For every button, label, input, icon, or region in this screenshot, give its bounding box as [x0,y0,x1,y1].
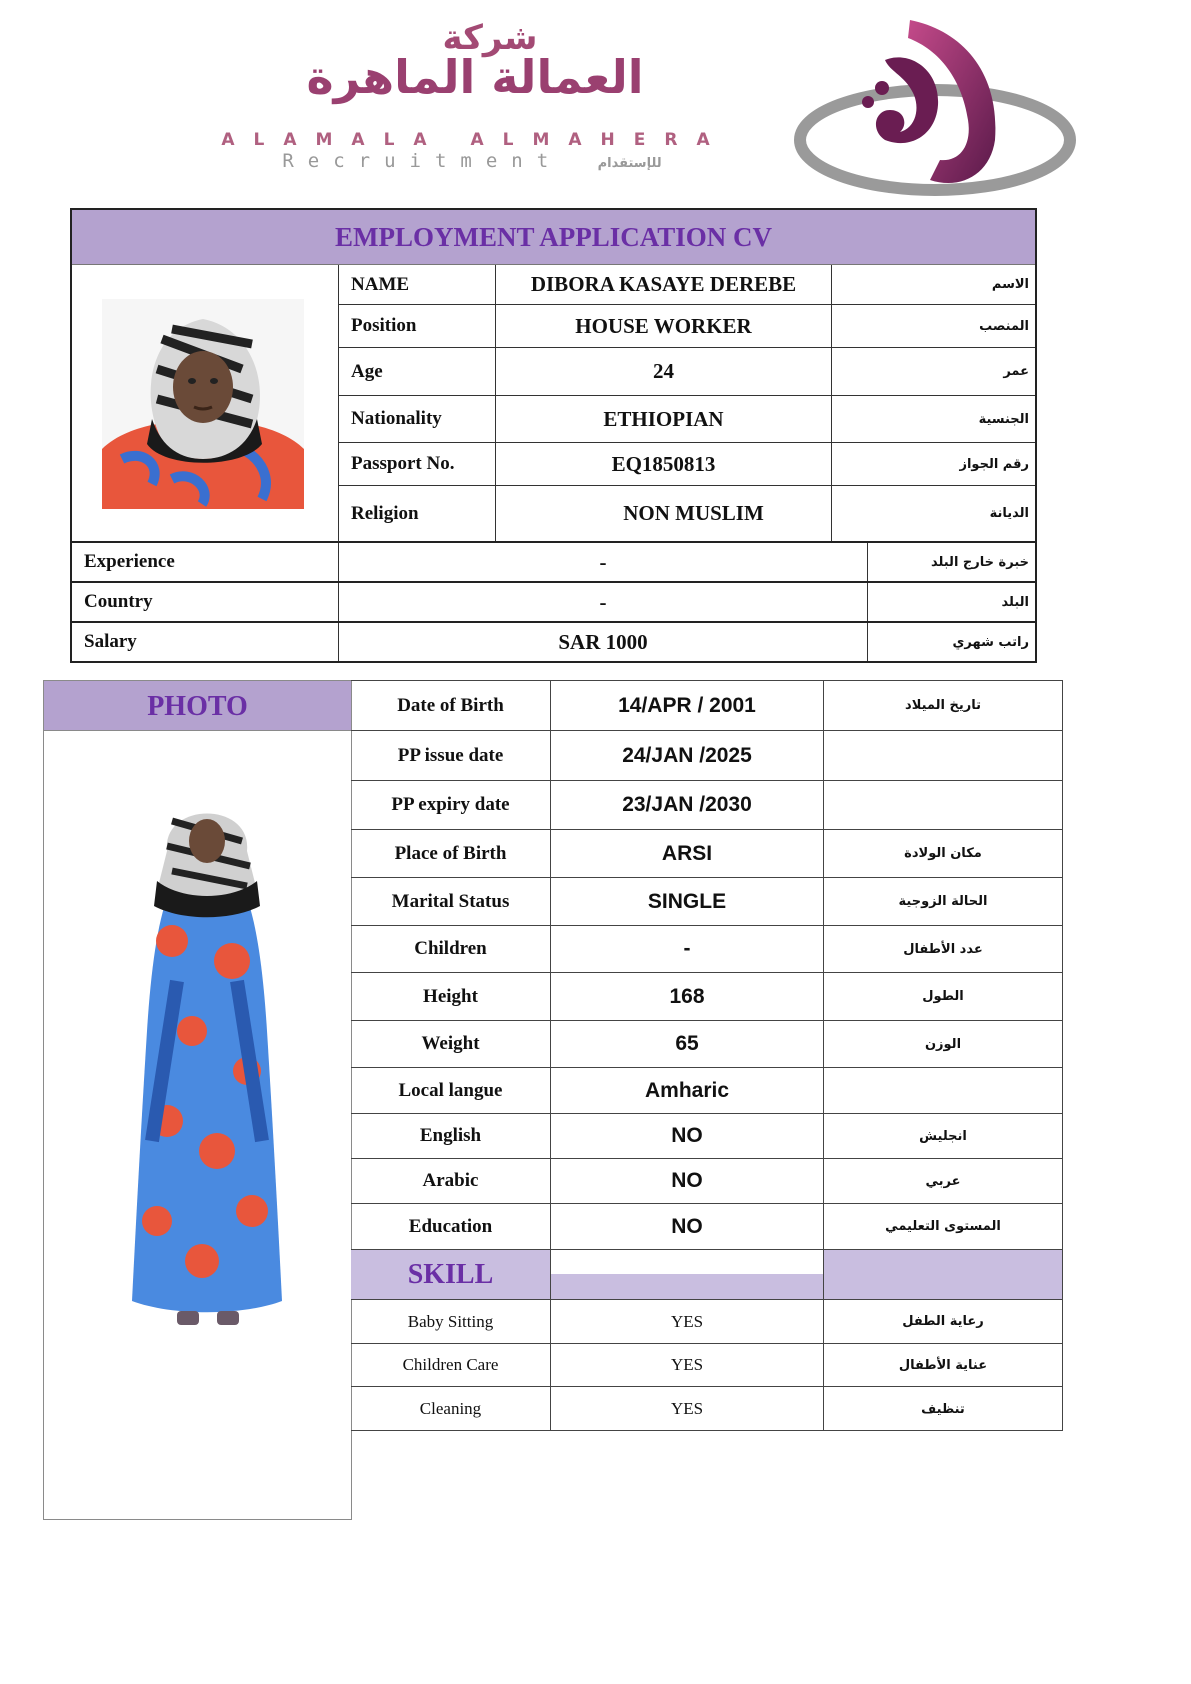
table-row [351,731,1062,781]
row-label: Religion [339,486,496,541]
row-value: SINGLE [551,878,824,925]
logo-english-name: ALAMALA ALMAHERA [221,130,729,150]
table-row [351,1021,1062,1068]
skill-label: Cleaning [351,1387,551,1431]
row-arabic-label: رقم الجواز [959,456,1029,472]
logo-arabic-main: العمالة الماهرة [306,50,644,104]
salary-value: SAR 1000 [339,623,868,661]
table-row [351,1204,1062,1250]
row-label: English [351,1114,551,1158]
personal-info-table [70,208,1037,663]
row-value: 65 [551,1021,824,1067]
table-row [72,543,1035,583]
row-label: Children [351,926,551,972]
table-row [339,265,1035,305]
row-arabic-label: خبرة خارج البلد [930,554,1029,570]
table-row [351,1300,1062,1344]
table-row [351,878,1062,926]
row-label: Salary [72,623,339,661]
table-row [72,623,1035,661]
row-value: 23/JAN /2030 [551,781,824,829]
row-label: Date of Birth [351,681,551,730]
country-value: - [339,583,868,621]
row-label: Position [339,305,496,347]
table-row [339,305,1035,348]
headshot-photo [102,299,304,509]
passport-value: EQ1850813 [496,443,832,485]
position-value: HOUSE WORKER [496,305,832,347]
skill-header-blank [824,1250,1062,1299]
row-arabic-label: المنصب [979,318,1029,334]
name-value: DIBORA KASAYE DEREBE [496,265,832,304]
row-label: Weight [351,1021,551,1067]
row-label: Place of Birth [351,830,551,877]
row-arabic-label: الطول [922,989,964,1004]
row-value: ARSI [551,830,824,877]
row-arabic-label: المستوى التعليمي [885,1219,1001,1234]
row-arabic-label: الاسم [991,277,1029,292]
table-row [351,781,1062,830]
row-label: Marital Status [351,878,551,925]
row-label: Height [351,973,551,1020]
skill-header-row [351,1250,1062,1300]
row-label: PP issue date [351,731,551,780]
row-arabic-label: البلد [1001,594,1029,610]
headshot-cell [72,265,339,543]
details-table [351,680,1063,1431]
table-row [351,973,1062,1021]
age-value: 24 [496,348,832,395]
row-arabic-label: عدد الأطفال [903,941,983,957]
experience-value: - [339,543,868,581]
skill-value: YES [551,1344,824,1386]
table-row [339,443,1035,486]
row-arabic-label: تاريخ الميلاد [905,698,981,713]
row-arabic-label: الجنسية [978,411,1029,427]
row-label: PP expiry date [351,781,551,829]
row-value: - [551,926,824,972]
table-row [351,1387,1062,1431]
logo-arabic-top: شركة [442,18,538,58]
skill-header-blank [551,1250,824,1299]
skill-label: Children Care [351,1344,551,1386]
company-logo [180,10,1080,200]
table-row [351,1159,1062,1204]
row-arabic-label [824,781,1062,829]
row-value: 168 [551,973,824,1020]
row-value: NO [551,1204,824,1249]
row-value: Amharic [551,1068,824,1113]
row-value: 14/APR / 2001 [551,681,824,730]
row-arabic-label: الوزن [924,1036,962,1052]
table-row [339,396,1035,443]
row-arabic-label [824,1068,1062,1113]
row-arabic-label: مكان الولادة [904,846,982,861]
photo-title: PHOTO [44,681,351,731]
row-label: NAME [339,265,496,304]
table-row [351,681,1062,731]
table-row [72,583,1035,623]
table-row [351,1344,1062,1387]
skill-arabic-label: رعاية الطفل [902,1314,984,1329]
row-label: Education [351,1204,551,1249]
skill-arabic-label: تنظيف [921,1401,965,1417]
row-label: Passport No. [339,443,496,485]
row-arabic-label [824,731,1062,780]
table-row [351,830,1062,878]
row-label: Age [339,348,496,395]
logo-emblem-icon [790,10,1080,200]
logo-subtitle [180,150,770,172]
table-row [339,348,1035,396]
table-row [351,1114,1062,1159]
skill-label: Baby Sitting [351,1300,551,1343]
row-label: Nationality [339,396,496,442]
skill-header-shade [551,1274,823,1299]
table-row [339,486,1035,543]
table-row [351,926,1062,973]
row-value: 24/JAN /2025 [551,731,824,780]
row-arabic-label: انجليش [919,1128,967,1144]
skill-title: SKILL [351,1250,551,1299]
row-arabic-label: الديانة [989,506,1029,521]
row-arabic-label: راتب شهري [952,634,1029,650]
logo-english-sub: Recruitment [282,150,563,172]
logo-arabic-sub: للإستقدام [597,156,662,171]
skill-value: YES [551,1300,824,1343]
row-value: NO [551,1114,824,1158]
row-label: Country [72,583,339,621]
religion-value: NON MUSLIM [496,486,832,541]
full-body-photo [132,781,282,1361]
row-value: NO [551,1159,824,1203]
photo-panel [43,680,352,1520]
skill-arabic-label: عناية الأطفال [898,1357,988,1373]
nationality-value: ETHIOPIAN [496,396,832,442]
cv-title: EMPLOYMENT APPLICATION CV [72,210,1035,265]
row-label: Local langue [351,1068,551,1113]
skill-value: YES [551,1387,824,1431]
row-arabic-label: عمر [1003,364,1029,379]
row-arabic-label: الحالة الزوجية [898,894,988,909]
table-row [351,1068,1062,1114]
row-label: Arabic [351,1159,551,1203]
row-label: Experience [72,543,339,581]
row-arabic-label: عربي [925,1173,961,1189]
